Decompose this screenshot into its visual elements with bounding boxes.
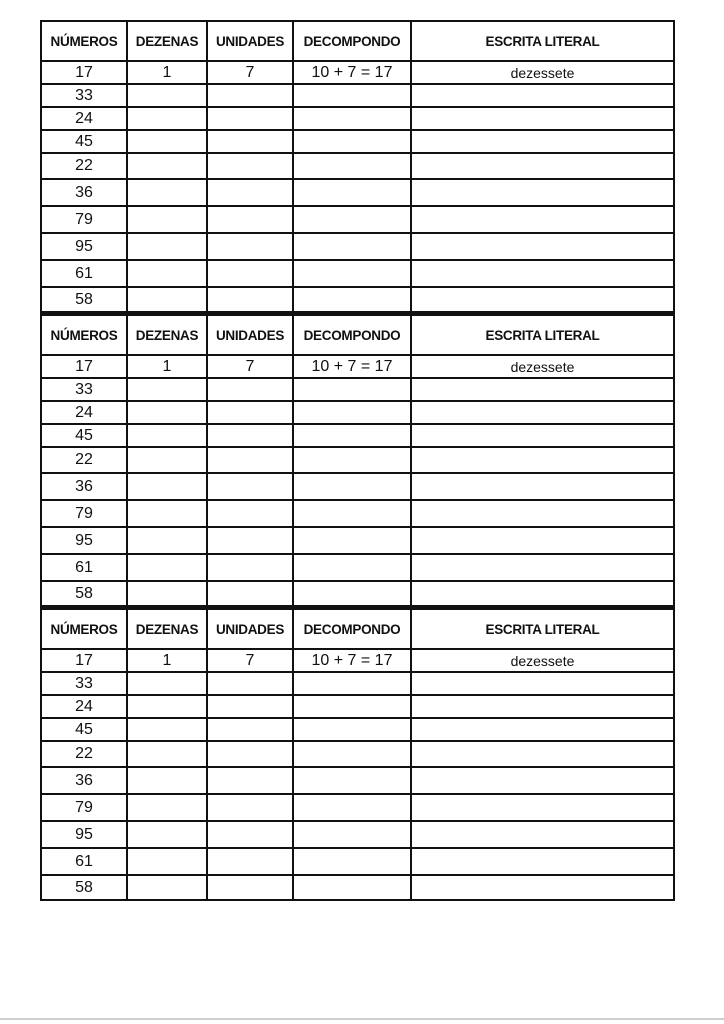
table-row <box>41 84 674 107</box>
cell-decompondo[interactable]: 10 + 7 = 17 <box>293 649 411 672</box>
cell-numero: 79 <box>41 794 127 821</box>
cell-escrita-literal[interactable] <box>411 718 674 741</box>
cell-numero: 24 <box>41 107 127 130</box>
cell-decompondo[interactable] <box>293 473 411 500</box>
cell-unidades[interactable] <box>207 84 293 107</box>
cell-decompondo[interactable] <box>293 527 411 554</box>
cell-decompondo[interactable] <box>293 84 411 107</box>
cell-numero: 17 <box>41 649 127 672</box>
header-decompondo: DECOMPONDO <box>293 21 411 61</box>
worksheet-table-2 <box>40 313 675 607</box>
table-row <box>41 794 674 821</box>
cell-decompondo[interactable] <box>293 500 411 527</box>
cell-numero: 24 <box>41 401 127 424</box>
cell-escrita-literal[interactable] <box>411 130 674 153</box>
table-row <box>41 130 674 153</box>
cell-escrita-literal[interactable] <box>411 206 674 233</box>
cell-unidades[interactable]: 7 <box>207 355 293 378</box>
cell-numero: 61 <box>41 554 127 581</box>
cell-escrita-literal[interactable] <box>411 875 674 900</box>
cell-dezenas[interactable] <box>127 260 207 287</box>
table-row <box>41 287 674 312</box>
table-row <box>41 260 674 287</box>
header-unidades: UNIDADES <box>207 609 293 650</box>
cell-numero: 95 <box>41 821 127 848</box>
header-dezenas: DEZENAS <box>127 315 207 356</box>
cell-escrita-literal[interactable] <box>411 581 674 606</box>
cell-unidades[interactable] <box>207 672 293 695</box>
cell-unidades[interactable] <box>207 107 293 130</box>
cell-unidades[interactable] <box>207 179 293 206</box>
example-row <box>41 355 674 378</box>
cell-numero: 17 <box>41 355 127 378</box>
cell-decompondo[interactable] <box>293 287 411 312</box>
cell-escrita-literal[interactable]: dezessete <box>411 355 674 378</box>
cell-numero: 33 <box>41 672 127 695</box>
cell-unidades[interactable] <box>207 473 293 500</box>
cell-decompondo[interactable] <box>293 794 411 821</box>
header-row <box>41 21 674 61</box>
cell-dezenas[interactable]: 1 <box>127 649 207 672</box>
cell-unidades[interactable] <box>207 233 293 260</box>
cell-numero: 45 <box>41 130 127 153</box>
cell-numero: 33 <box>41 378 127 401</box>
cell-unidades[interactable] <box>207 401 293 424</box>
cell-escrita-literal[interactable] <box>411 500 674 527</box>
cell-decompondo[interactable] <box>293 206 411 233</box>
header-dezenas: DEZENAS <box>127 609 207 650</box>
cell-numero: 45 <box>41 424 127 447</box>
header-dezenas: DEZENAS <box>127 21 207 61</box>
header-escrita-literal: ESCRITA LITERAL <box>411 315 674 356</box>
cell-decompondo[interactable] <box>293 554 411 581</box>
cell-decompondo[interactable] <box>293 447 411 473</box>
cell-dezenas[interactable] <box>127 130 207 153</box>
cell-unidades[interactable] <box>207 554 293 581</box>
cell-escrita-literal[interactable] <box>411 767 674 794</box>
cell-escrita-literal[interactable]: dezessete <box>411 649 674 672</box>
cell-decompondo[interactable] <box>293 581 411 606</box>
cell-escrita-literal[interactable] <box>411 554 674 581</box>
cell-dezenas[interactable] <box>127 875 207 900</box>
table-row <box>41 153 674 179</box>
cell-dezenas[interactable] <box>127 672 207 695</box>
cell-numero: 61 <box>41 848 127 875</box>
cell-decompondo[interactable] <box>293 767 411 794</box>
cell-escrita-literal[interactable]: dezessete <box>411 61 674 84</box>
cell-decompondo[interactable] <box>293 179 411 206</box>
cell-escrita-literal[interactable] <box>411 84 674 107</box>
cell-unidades[interactable] <box>207 130 293 153</box>
table-row <box>41 447 674 473</box>
header-row <box>41 609 674 650</box>
cell-numero: 79 <box>41 500 127 527</box>
cell-decompondo[interactable] <box>293 401 411 424</box>
table-row <box>41 107 674 130</box>
cell-escrita-literal[interactable] <box>411 821 674 848</box>
example-row <box>41 61 674 84</box>
table-row <box>41 718 674 741</box>
cell-dezenas[interactable] <box>127 84 207 107</box>
cell-numero: 33 <box>41 84 127 107</box>
cell-unidades[interactable]: 7 <box>207 649 293 672</box>
cell-unidades[interactable] <box>207 848 293 875</box>
header-row <box>41 315 674 356</box>
cell-dezenas[interactable] <box>127 447 207 473</box>
cell-decompondo[interactable] <box>293 672 411 695</box>
cell-escrita-literal[interactable] <box>411 153 674 179</box>
table-row <box>41 527 674 554</box>
cell-dezenas[interactable] <box>127 848 207 875</box>
cell-escrita-literal[interactable] <box>411 794 674 821</box>
cell-escrita-literal[interactable] <box>411 107 674 130</box>
cell-numero: 58 <box>41 581 127 606</box>
header-unidades: UNIDADES <box>207 315 293 356</box>
cell-decompondo[interactable]: 10 + 7 = 17 <box>293 61 411 84</box>
cell-unidades[interactable] <box>207 527 293 554</box>
cell-unidades[interactable] <box>207 153 293 179</box>
cell-dezenas[interactable] <box>127 527 207 554</box>
example-row <box>41 649 674 672</box>
table-row <box>41 424 674 447</box>
table-row <box>41 378 674 401</box>
cell-numero: 22 <box>41 741 127 767</box>
cell-dezenas[interactable] <box>127 718 207 741</box>
cell-numero: 61 <box>41 260 127 287</box>
cell-dezenas[interactable] <box>127 287 207 312</box>
header-escrita-literal: ESCRITA LITERAL <box>411 609 674 650</box>
cell-dezenas[interactable] <box>127 581 207 606</box>
cell-numero: 45 <box>41 718 127 741</box>
header-numeros: NÚMEROS <box>41 21 127 61</box>
header-numeros: NÚMEROS <box>41 315 127 356</box>
table-row <box>41 581 674 606</box>
cell-escrita-literal[interactable] <box>411 401 674 424</box>
cell-dezenas[interactable] <box>127 794 207 821</box>
table-row <box>41 179 674 206</box>
table-row <box>41 767 674 794</box>
cell-escrita-literal[interactable] <box>411 527 674 554</box>
cell-unidades[interactable] <box>207 378 293 401</box>
worksheet-table-1 <box>40 20 675 313</box>
cell-unidades[interactable] <box>207 260 293 287</box>
table-row <box>41 741 674 767</box>
cell-unidades[interactable] <box>207 794 293 821</box>
page-scan-edge <box>0 1018 724 1020</box>
cell-numero: 79 <box>41 206 127 233</box>
cell-escrita-literal[interactable] <box>411 260 674 287</box>
table-row <box>41 233 674 260</box>
cell-unidades[interactable] <box>207 581 293 606</box>
worksheet-table-3 <box>40 607 675 901</box>
cell-unidades[interactable] <box>207 718 293 741</box>
cell-unidades[interactable] <box>207 206 293 233</box>
table-row <box>41 206 674 233</box>
cell-unidades[interactable] <box>207 287 293 312</box>
table-row <box>41 695 674 718</box>
cell-dezenas[interactable] <box>127 767 207 794</box>
table-row <box>41 672 674 695</box>
cell-escrita-literal[interactable] <box>411 473 674 500</box>
cell-dezenas[interactable]: 1 <box>127 61 207 84</box>
cell-dezenas[interactable] <box>127 153 207 179</box>
cell-dezenas[interactable] <box>127 821 207 848</box>
cell-dezenas[interactable] <box>127 554 207 581</box>
table-row <box>41 821 674 848</box>
cell-dezenas[interactable] <box>127 378 207 401</box>
cell-decompondo[interactable] <box>293 260 411 287</box>
cell-numero: 17 <box>41 61 127 84</box>
cell-unidades[interactable] <box>207 875 293 900</box>
cell-unidades[interactable] <box>207 500 293 527</box>
cell-escrita-literal[interactable] <box>411 179 674 206</box>
cell-numero: 58 <box>41 287 127 312</box>
cell-decompondo[interactable] <box>293 107 411 130</box>
table-row <box>41 848 674 875</box>
cell-unidades[interactable] <box>207 424 293 447</box>
cell-dezenas[interactable] <box>127 500 207 527</box>
cell-dezenas[interactable] <box>127 741 207 767</box>
header-numeros: NÚMEROS <box>41 609 127 650</box>
cell-escrita-literal[interactable] <box>411 695 674 718</box>
table-row <box>41 500 674 527</box>
cell-unidades[interactable] <box>207 695 293 718</box>
cell-escrita-literal[interactable] <box>411 447 674 473</box>
cell-unidades[interactable] <box>207 741 293 767</box>
cell-numero: 36 <box>41 473 127 500</box>
cell-dezenas[interactable] <box>127 473 207 500</box>
cell-numero: 22 <box>41 153 127 179</box>
table-row <box>41 401 674 424</box>
cell-dezenas[interactable] <box>127 107 207 130</box>
cell-numero: 36 <box>41 179 127 206</box>
cell-escrita-literal[interactable] <box>411 672 674 695</box>
cell-numero: 58 <box>41 875 127 900</box>
table-row <box>41 473 674 500</box>
cell-numero: 36 <box>41 767 127 794</box>
cell-decompondo[interactable] <box>293 821 411 848</box>
cell-dezenas[interactable] <box>127 401 207 424</box>
cell-decompondo[interactable] <box>293 718 411 741</box>
cell-escrita-literal[interactable] <box>411 287 674 312</box>
cell-unidades[interactable]: 7 <box>207 61 293 84</box>
cell-dezenas[interactable] <box>127 695 207 718</box>
cell-unidades[interactable] <box>207 821 293 848</box>
cell-escrita-literal[interactable] <box>411 424 674 447</box>
cell-escrita-literal[interactable] <box>411 848 674 875</box>
cell-escrita-literal[interactable] <box>411 378 674 401</box>
cell-unidades[interactable] <box>207 447 293 473</box>
worksheet <box>40 20 673 901</box>
cell-decompondo[interactable]: 10 + 7 = 17 <box>293 355 411 378</box>
cell-decompondo[interactable] <box>293 875 411 900</box>
cell-unidades[interactable] <box>207 767 293 794</box>
cell-decompondo[interactable] <box>293 153 411 179</box>
table-row <box>41 554 674 581</box>
cell-decompondo[interactable] <box>293 378 411 401</box>
cell-decompondo[interactable] <box>293 130 411 153</box>
cell-numero: 95 <box>41 527 127 554</box>
cell-dezenas[interactable] <box>127 206 207 233</box>
cell-decompondo[interactable] <box>293 741 411 767</box>
cell-dezenas[interactable] <box>127 179 207 206</box>
cell-numero: 22 <box>41 447 127 473</box>
table-row <box>41 875 674 900</box>
cell-escrita-literal[interactable] <box>411 233 674 260</box>
cell-dezenas[interactable] <box>127 233 207 260</box>
cell-decompondo[interactable] <box>293 848 411 875</box>
header-decompondo: DECOMPONDO <box>293 315 411 356</box>
header-decompondo: DECOMPONDO <box>293 609 411 650</box>
cell-decompondo[interactable] <box>293 233 411 260</box>
header-unidades: UNIDADES <box>207 21 293 61</box>
header-escrita-literal: ESCRITA LITERAL <box>411 21 674 61</box>
cell-numero: 95 <box>41 233 127 260</box>
cell-dezenas[interactable] <box>127 424 207 447</box>
cell-dezenas[interactable]: 1 <box>127 355 207 378</box>
cell-escrita-literal[interactable] <box>411 741 674 767</box>
cell-decompondo[interactable] <box>293 424 411 447</box>
cell-numero: 24 <box>41 695 127 718</box>
cell-decompondo[interactable] <box>293 695 411 718</box>
